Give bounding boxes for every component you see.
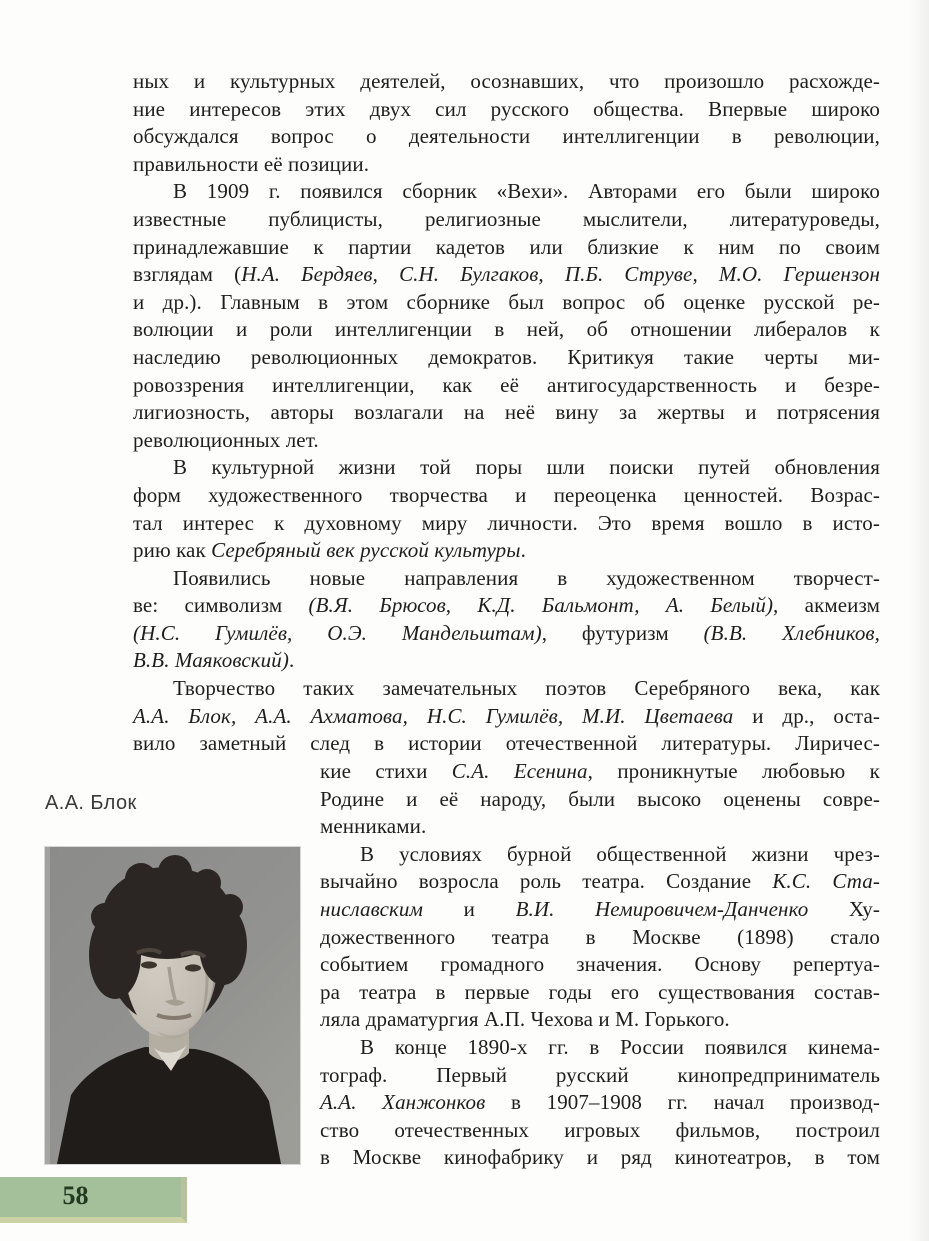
text-line: вило заметный след в истории отечественной литературы. Лиричес- — [133, 731, 880, 756]
text-line: тограф. Первый русский кинопредприниматель — [320, 1062, 880, 1087]
text-line: ние интересов этих двух сил русского общества. Впервые широко — [133, 96, 880, 121]
text-line: вычайно возросла роль театра. Создание К.С. Ста- — [320, 869, 880, 894]
text-line: А.А. Блок, А.А. Ахматова, Н.С. Гумилёв, М.И. Цветаева и др., оста- — [133, 703, 880, 728]
text-line: наследию революционных демократов. Критикуя такие черты ми- — [133, 344, 880, 369]
text-line: В 1909 г. появился сборник «Вехи». Авторами его были широко — [173, 179, 880, 204]
page-number-box — [0, 1177, 187, 1223]
text-line: и др.). Главным в этом сборнике был вопрос об оценке русской ре- — [133, 289, 880, 314]
text-line: революционных лет. — [133, 427, 319, 452]
page-number: 58 — [62, 1181, 89, 1210]
text-line: в Москве кинофабрику и ряд кинотеатров, в том — [320, 1145, 880, 1170]
text-line: В.В. Маяковский). — [133, 648, 295, 673]
text-line: событием громадного значения. Основу репертуа- — [320, 952, 880, 977]
text-line: рию как Серебряный век русской культуры. — [133, 538, 526, 563]
scan-edge-shading — [909, 0, 929, 1241]
text-line: В конце 1890-х гг. в России появился кинема- — [360, 1034, 880, 1059]
text-line: правильности её позиции. — [133, 151, 370, 176]
text-line: волюции и роли интеллигенции в ней, об отношении либералов к — [133, 317, 880, 342]
body-text-full-column — [133, 68, 880, 758]
text-line: ляла драматургия А.П. Чехова и М. Горького. — [320, 1007, 730, 1032]
portrait-photo-blok — [45, 847, 300, 1164]
text-line: Родине и её народу, были высоко оценены совре- — [320, 786, 880, 811]
text-line: В условиях бурной общественной жизни чрез- — [360, 841, 880, 866]
text-line: ниславским и В.И. Немировичем-Данченко Ху- — [320, 896, 880, 921]
photo-scan-edge — [45, 847, 50, 1164]
text-line: Появились новые направления в художественном творчест- — [173, 565, 880, 590]
text-line: В культурной жизни той поры шли поиски путей обновления — [173, 455, 880, 480]
body-text-narrow-column — [320, 758, 880, 1172]
text-line: обсуждался вопрос о деятельности интеллигенции в революции, — [133, 124, 880, 149]
text-line: Творчество таких замечательных поэтов Серебряного века, как — [173, 676, 880, 701]
text-line: принадлежавшие к партии кадетов или близкие к ним по своим — [133, 234, 880, 259]
text-line: дожественного театра в Москве (1898) стало — [320, 924, 880, 949]
text-line: А.А. Ханжонков в 1907–1908 гг. начал производ- — [320, 1090, 880, 1115]
text-line: менниками. — [320, 814, 427, 839]
text-line: известные публицисты, религиозные мыслители, литературоведы, — [133, 206, 880, 231]
photo-caption: А.А. Блок — [45, 792, 137, 814]
text-line: ство отечественных игровых фильмов, построил — [320, 1117, 880, 1142]
text-line: форм художественного творчества и переоценка ценностей. Возрас- — [133, 482, 880, 507]
text-line: ве: символизм (В.Я. Брюсов, К.Д. Бальмонт, А. Белый), акмеизм — [133, 593, 881, 618]
text-line: кие стихи С.А. Есенина, проникнутые любовью к — [320, 759, 880, 783]
text-line: (Н.С. Гумилёв, О.Э. Мандельштам), футуризм (В.В. Хлебников, — [133, 620, 880, 645]
text-line: лигиозность, авторы возлагали на неё вину за жертвы и потрясения — [133, 400, 880, 425]
text-line: ровоззрения интеллигенции, как её антигосударственность и безре- — [133, 372, 880, 397]
text-line: ра театра в первые годы его существования состав- — [320, 979, 880, 1004]
text-line: взглядам (Н.А. Бердяев, С.Н. Булгаков, П.Б. Струве, М.О. Гершензон — [133, 262, 881, 287]
text-line: тал интерес к духовному миру личности. Это время вошло в исто- — [133, 510, 880, 535]
text-line: ных и культурных деятелей, осознавших, что произошло расхожде- — [133, 69, 880, 93]
